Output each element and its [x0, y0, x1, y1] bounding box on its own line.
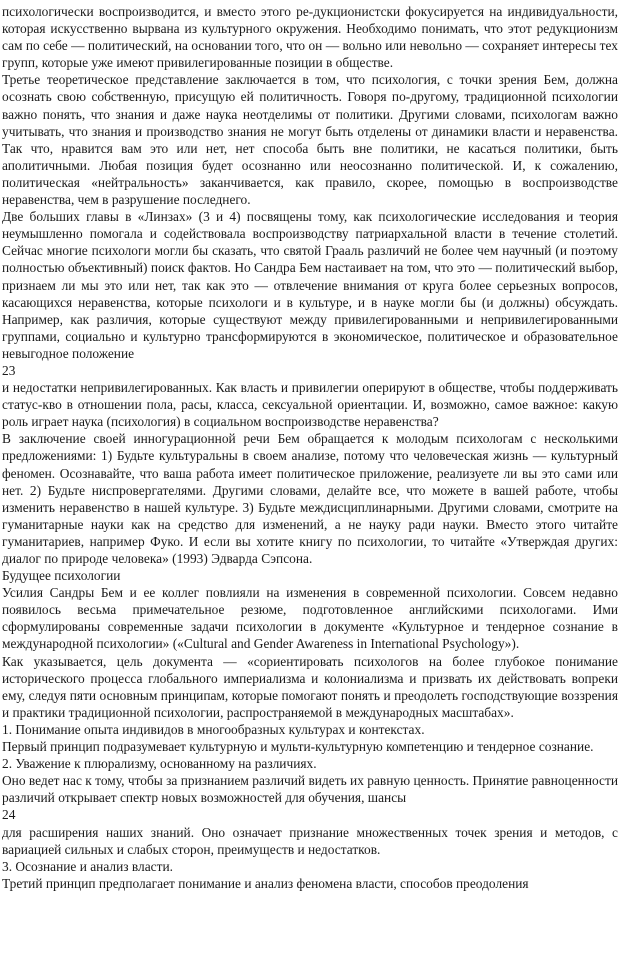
list-item-2: 2. Уважение к плюрализму, основанному на различиях.: [2, 756, 317, 772]
section-heading: Будущее психологии: [2, 568, 121, 584]
paragraph: и недостатки непривилегированных. Как власть и привилегии оперируют в обществе, чтобы поддерживать статус-кво в отношении пола, расы, класса, сексуальной ориентации. И, возможно, самое важное: какую роль играет наука (психология) в социальном воспроизводстве неравенства?: [2, 380, 618, 430]
paragraph: Третье теоретическое представление заключается в том, что психология, с точки зрения Бем, должна осознать свою собственную, присущую ей политичность. Говоря по-другому, традиционной психологии важно понять, что знания и даже наука неотделимы от политики. Другими словами, психологам важно учитывать, что знания и производство знания не могут быть отделены от динамики власти и неравенства. Так что, нравится вам это или нет, нет способа быть вне политики, не касаться политики, быть аполитичными. Любая позиция будет осознанно или неосознанно политической. И, к сожалению, политическая «нейтральность» заканчивается, как правило, скорее, помощью в воспроизводстве неравенства, чем в разрушение последнего.: [2, 72, 618, 208]
paragraph: Усилия Сандры Бем и ее коллег повлияли на изменения в современной психологии. Совсем недавно появилось весьма примечательное резюме, подготовленное английскими психологами. Ими сформулированы современные задачи психологии в документе «Культурное и тендерное сознание в международной психологии» («Cultural and Gender Awareness in International Psychology»).: [2, 585, 618, 652]
paragraph: для расширения наших знаний. Оно означает признание множественных точек зрения и методов, с вариацией сильных и слабых сторон, преимуществ и недостатков.: [2, 824, 618, 857]
page-number-23: 23: [2, 362, 16, 378]
page-number-24: 24: [2, 807, 16, 823]
paragraph: Оно ведет нас к тому, чтобы за признанием различий видеть их равную ценность. Принятие равноценности различий открывает спектр новых возможностей для обучения, шансы: [2, 773, 618, 806]
paragraph: Как указывается, цель документа — «сориентировать психологов на более глубокое понимание исторического процесса глобального империализма и колониализма и призвать их действовать вопреки ему, следуя пяти основным принципам, которые помогают понять и преодолеть господствующие воззрения и практики традиционной психологии, распространяемой в международных масштабах».: [2, 653, 618, 720]
paragraph: В заключение своей инногурационной речи Бем обращается к молодым психологам с несколькими предложениями: 1) Будьте культуральны в своем анализе, потому что человеческая жизнь — культурный феномен. Осознавайте, что ваша работа имеет политическое приложение, реализуете ли вы это сами или нет. 2) Будьте ниспровергателями. Другими словами, делайте все, что можете в вашей работе, чтобы изменить неравенство в нашей культуре. 3) Будьте междисциплинарными. Другими словами, смотрите на гуманитарные науки как на средство для изменений, а не науку ради науки. Вместо этого читайте гуманитариев, например Фуко. И если вы хотите книгу по психологии, то читайте «Утверждая других: диалог по природе человека» (1993) Эдварда Сэпсона.: [2, 431, 618, 566]
paragraph: психологически воспроизводится, и вместо этого ре-дукционистски фокусируется на индивидуальности, которая искусственно вырвана из культурного окружения. Необходимо понимать, что этот редукционизм сам по себе — политический, на основании того, что он — вольно или невольно — сохраняет интересы тех групп, которые уже имеют привилегированные позиции в обществе.: [2, 4, 618, 71]
list-item-3: 3. Осознание и анализ власти.: [2, 858, 173, 874]
paragraph: Третий принцип предполагает понимание и анализ феномена власти, способов преодоления: [2, 875, 529, 891]
paragraph: Первый принцип подразумевает культурную и мульти-культурную компетенцию и тендерное сознание.: [2, 739, 594, 755]
list-item-1: 1. Понимание опыта индивидов в многообразных культурах и контекстах.: [2, 721, 425, 737]
paragraph: Две больших главы в «Линзах» (3 и 4) посвящены тому, как психологические исследования и теория неумышленно помогала и содействовала воспроизводству патриархальной власти в течение столетий. Сейчас многие психологи могли бы сказать, что святой Грааль различий не более чем научный (и поэтому полностью объективный) поиск фактов. Но Сандра Бем настаивает на том, что это — политический выбор, признаем ли мы это или нет, так как это — отвлечение внимания от круга более серьезных вопросов, касающихся неравенства, которые психологи и в культуре, и в науке могли бы (и должны) обсуждать. Например, как различия, которые существуют между привилегированными и непривилегированными группами, социально и культурно трансформируются в экономическое, политическое и образовательное невыгодное положение: [2, 209, 618, 361]
